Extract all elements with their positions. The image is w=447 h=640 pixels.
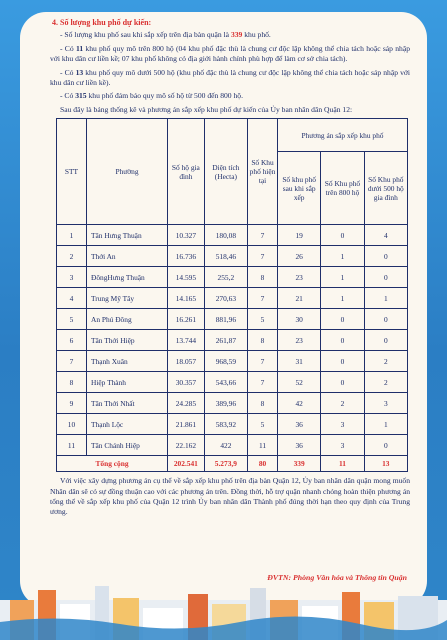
- bullet-1: [50, 30, 410, 40]
- bullet-number: 315: [75, 91, 87, 101]
- cell-area: 881,96: [204, 309, 247, 330]
- cell-ward: Thới An: [86, 246, 167, 267]
- cell-under500: 1: [364, 288, 407, 309]
- city-skyline-illustration: [0, 560, 447, 640]
- header-stt: STT: [57, 119, 87, 225]
- table-row: [57, 393, 408, 414]
- table-row: [57, 246, 408, 267]
- cell-households: 18.057: [168, 351, 205, 372]
- header-after: Số khu phố sau khi sắp xếp: [278, 152, 321, 225]
- table-row: [57, 267, 408, 288]
- cell-stt: 4: [57, 288, 87, 309]
- cell-after: 36: [278, 414, 321, 435]
- cell-area: 543,66: [204, 372, 247, 393]
- cell-current: 8: [248, 267, 278, 288]
- cell-under500: 4: [364, 225, 407, 246]
- table-row: [57, 372, 408, 393]
- cell-households: 16.261: [168, 309, 205, 330]
- table-row: [57, 309, 408, 330]
- cell-ward: ĐôngHưng Thuận: [86, 267, 167, 288]
- cell-after: 21: [278, 288, 321, 309]
- cell-under500: 0: [364, 267, 407, 288]
- cell-under500: 2: [364, 351, 407, 372]
- cell-stt: 9: [57, 393, 87, 414]
- total-current: 80: [248, 456, 278, 472]
- total-area: 5.273,9: [204, 456, 247, 472]
- header-current: Số Khu phố hiện tại: [248, 119, 278, 225]
- cell-under500: 3: [364, 393, 407, 414]
- cell-current: 5: [248, 309, 278, 330]
- cell-households: 30.357: [168, 372, 205, 393]
- cell-area: 422: [204, 435, 247, 456]
- cell-under500: 0: [364, 246, 407, 267]
- table-intro: Sau đây là bảng thống kê và phương án sắp xếp khu phố dự kiến của Ủy ban nhân dân Quận 12:: [60, 104, 353, 114]
- cell-under500: 0: [364, 309, 407, 330]
- cell-ward: Tân Chánh Hiệp: [86, 435, 167, 456]
- cell-area: 261,87: [204, 330, 247, 351]
- cell-current: 5: [248, 414, 278, 435]
- cell-households: 22.162: [168, 435, 205, 456]
- cell-under500: 2: [364, 372, 407, 393]
- document-content: [50, 18, 410, 521]
- bullet-number: 339: [230, 30, 243, 40]
- cell-under500: 0: [364, 435, 407, 456]
- bullet-text: khu phố đảm bảo quy mô số hộ từ 500 đến 800 hộ.: [86, 91, 243, 101]
- total-over800: 11: [321, 456, 364, 472]
- cell-over800: 1: [321, 246, 364, 267]
- cell-after: 31: [278, 351, 321, 372]
- cell-ward: Thạnh Lộc: [86, 414, 167, 435]
- cell-after: 52: [278, 372, 321, 393]
- cell-stt: 8: [57, 372, 87, 393]
- table-row: [57, 435, 408, 456]
- table-row: [57, 288, 408, 309]
- cell-current: 8: [248, 330, 278, 351]
- cell-ward: Tân Hưng Thuận: [86, 225, 167, 246]
- bullet-text: - Có: [60, 67, 76, 77]
- document-sheet: [20, 12, 427, 607]
- bullet-3: [50, 68, 410, 89]
- cell-area: 255,2: [204, 267, 247, 288]
- bullet-number: 13: [75, 67, 84, 77]
- cell-after: 19: [278, 225, 321, 246]
- section-heading: 4. Số lượng khu phố dự kiến:: [52, 18, 152, 27]
- cell-over800: 0: [321, 225, 364, 246]
- cell-stt: 10: [57, 414, 87, 435]
- cell-over800: 0: [321, 351, 364, 372]
- header-households: Số hộ gia đình: [168, 119, 205, 225]
- cell-ward: Thạnh Xuân: [86, 351, 167, 372]
- cell-stt: 6: [57, 330, 87, 351]
- table-row: [57, 330, 408, 351]
- cell-ward: Hiệp Thành: [86, 372, 167, 393]
- closing-paragraph: Với việc xây dựng phương án cụ thể về sắp xếp khu phố trên địa bàn Quận 12, Ủy ban nhân dân quận mong muốn Nhân dân sẽ có sự đồng thuận cao với các phương án trên. Đồng thời, hỗ trợ quận nhanh chóng hoàn thiện phương án tổng thể về sắp xếp khu phố của Quận 12 trình Ủy ban nhân dân Thành phố đúng thời hạn theo quy định của Trung ương.: [50, 476, 410, 517]
- cell-area: 270,63: [204, 288, 247, 309]
- cell-area: 180,08: [204, 225, 247, 246]
- bullet-text: khu phố quy mô trên 800 hộ (04 khu phố đặc thù là chung cư độc lập không thể chia tách hoặc sáp nhập với khu dân cư liền kề; 07 khu phố không có địa giới hành chính phù hợp để làm cơ sở chia tách).: [50, 43, 410, 64]
- bullet-4: [50, 91, 410, 101]
- cell-over800: 3: [321, 414, 364, 435]
- header-plan: Phương án sắp xếp khu phố: [278, 119, 408, 152]
- cell-area: 968,59: [204, 351, 247, 372]
- total-label: Tổng cộng: [57, 456, 168, 472]
- bullet-text: - Có: [60, 91, 76, 101]
- cell-current: 11: [248, 435, 278, 456]
- header-under500: Số Khu phố dưới 500 hộ gia đình: [364, 152, 407, 225]
- bullet-2: [50, 44, 410, 65]
- table-total-row: [57, 456, 408, 472]
- cell-stt: 7: [57, 351, 87, 372]
- cell-under500: 0: [364, 330, 407, 351]
- cell-households: 24.285: [168, 393, 205, 414]
- cell-current: 7: [248, 288, 278, 309]
- cell-stt: 3: [57, 267, 87, 288]
- cell-current: 7: [248, 225, 278, 246]
- total-households: 202.541: [168, 456, 205, 472]
- cell-households: 13.744: [168, 330, 205, 351]
- cell-stt: 2: [57, 246, 87, 267]
- cell-households: 10.327: [168, 225, 205, 246]
- cell-over800: 1: [321, 288, 364, 309]
- cell-households: 14.595: [168, 267, 205, 288]
- bullet-text: - Có: [60, 43, 76, 53]
- cell-households: 14.165: [168, 288, 205, 309]
- cell-current: 7: [248, 372, 278, 393]
- cell-area: 518,46: [204, 246, 247, 267]
- cell-stt: 5: [57, 309, 87, 330]
- header-over800: Số Khu phố trên 800 hộ: [321, 152, 364, 225]
- cell-current: 8: [248, 393, 278, 414]
- cell-ward: An Phú Đông: [86, 309, 167, 330]
- cell-current: 7: [248, 351, 278, 372]
- table-row: [57, 414, 408, 435]
- table-row: [57, 225, 408, 246]
- cell-households: 16.736: [168, 246, 205, 267]
- cell-after: 26: [278, 246, 321, 267]
- cell-after: 23: [278, 330, 321, 351]
- cell-ward: Tân Thới Hiệp: [86, 330, 167, 351]
- ward-statistics-table: [56, 118, 408, 472]
- total-under500: 13: [364, 456, 407, 472]
- cell-after: 42: [278, 393, 321, 414]
- cell-under500: 1: [364, 414, 407, 435]
- cell-over800: 0: [321, 372, 364, 393]
- bullet-text: khu phố quy mô dưới 500 hộ (khu phố đặc thù là chung cư độc lập không thể chia tách hoặc sáp nhập với khu dân cư liền kề).: [50, 67, 411, 88]
- cell-over800: 2: [321, 393, 364, 414]
- total-after: 339: [278, 456, 321, 472]
- bullet-text: - Số lượng khu phố sau khi sắp xếp trên địa bàn quận là: [60, 30, 231, 40]
- bullet-text: khu phố.: [242, 30, 271, 40]
- table-body: [57, 225, 408, 472]
- cell-over800: 0: [321, 330, 364, 351]
- cell-over800: 0: [321, 309, 364, 330]
- cell-after: 30: [278, 309, 321, 330]
- bullet-number: 11: [75, 43, 84, 53]
- cell-after: 36: [278, 435, 321, 456]
- cell-over800: 1: [321, 267, 364, 288]
- cell-current: 7: [248, 246, 278, 267]
- cell-over800: 3: [321, 435, 364, 456]
- cell-stt: 1: [57, 225, 87, 246]
- cell-stt: 11: [57, 435, 87, 456]
- cell-ward: Tân Thới Nhất: [86, 393, 167, 414]
- table-row: [57, 351, 408, 372]
- header-area: Diện tích (Hecta): [204, 119, 247, 225]
- cell-households: 21.861: [168, 414, 205, 435]
- signature: ĐVTN: Phòng Văn hóa và Thông tin Quận: [267, 573, 407, 582]
- cell-area: 583,92: [204, 414, 247, 435]
- cell-area: 389,96: [204, 393, 247, 414]
- cell-after: 23: [278, 267, 321, 288]
- header-ward: Phường: [86, 119, 167, 225]
- cell-ward: Trung Mỹ Tây: [86, 288, 167, 309]
